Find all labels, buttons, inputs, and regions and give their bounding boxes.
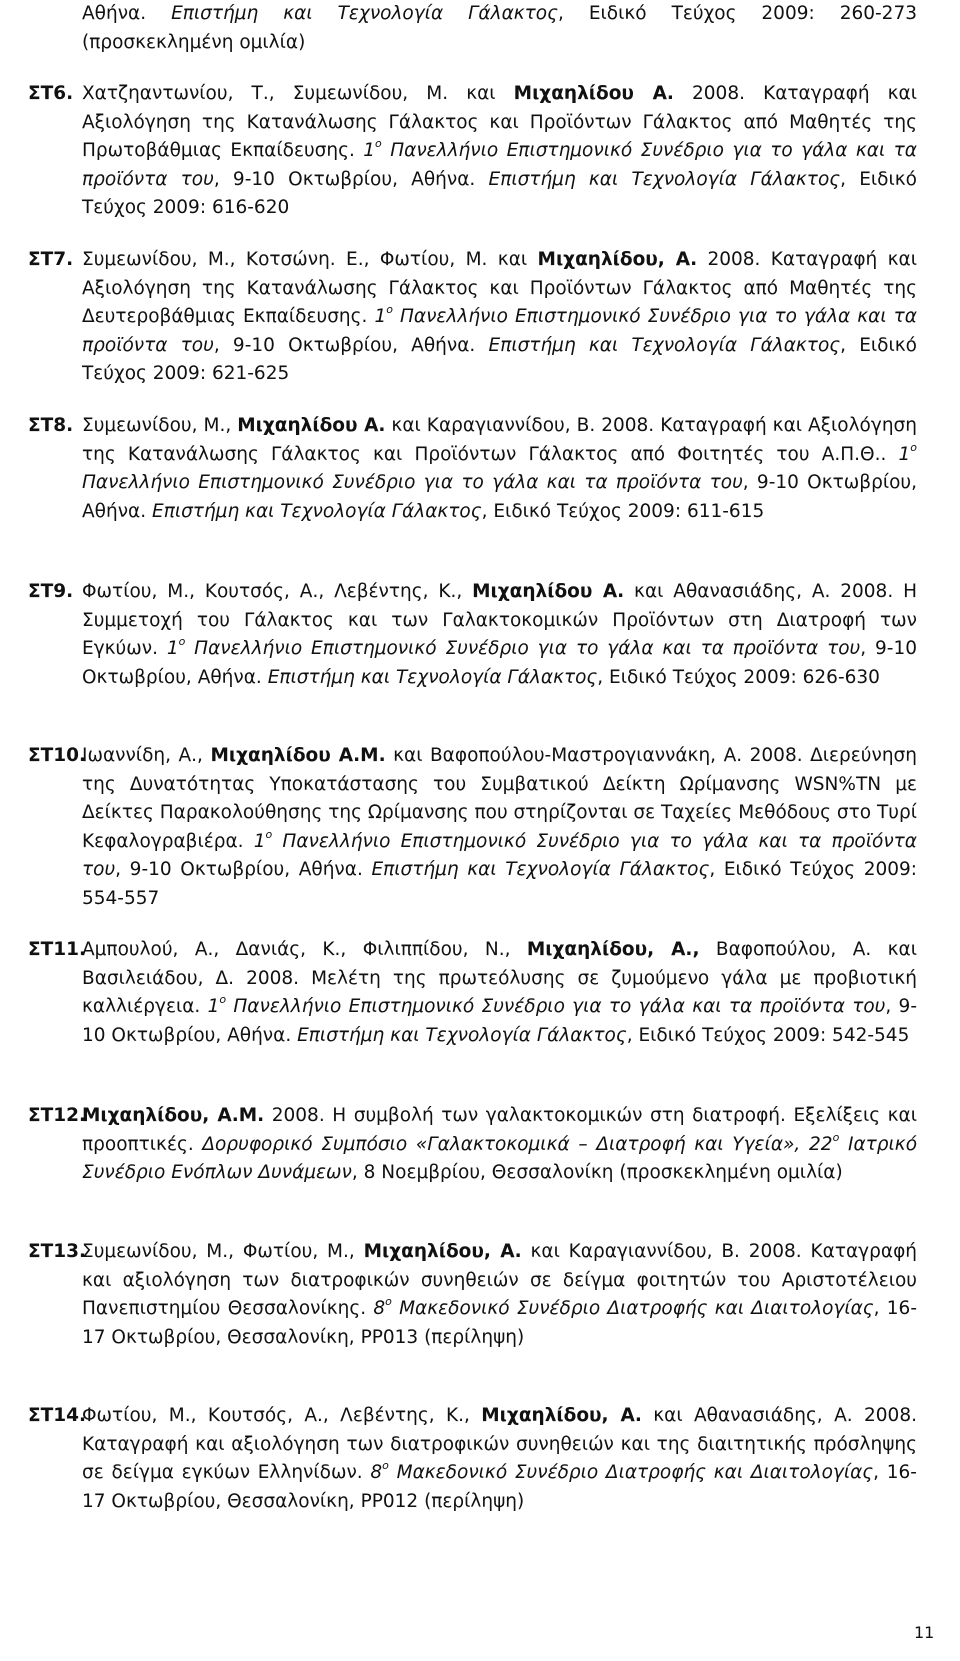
italic-text: Πανελλήνιο Επιστημονικό Συνέδριο για το γάλα και τα προϊόντα του — [82, 140, 917, 190]
italic-text: Πανελλήνιο Επιστημονικό Συνέδριο για το γάλα και τα προϊόντα του — [82, 472, 743, 493]
reference-text — [82, 80, 917, 223]
reference-segment: 2008. Η συμβολή των γαλακτοκομικών στη διατροφή. Εξελίξεις και προοπτικές. — [82, 1105, 917, 1155]
author-highlight: Μιχαηλίδου Α. — [472, 581, 625, 602]
journal-title: Επιστήμη και Τεχνολογία Γάλακτος — [171, 3, 558, 24]
italic-text: Δορυφορικό Συμπόσιο «Γαλακτοκομικά – Διατροφή και Υγεία», 22 — [202, 1133, 833, 1155]
italic-text: Πανελλήνιο Επιστημονικό Συνέδριο για το γάλα και τα προϊόντα του — [226, 996, 886, 1017]
superscript-text: ο — [375, 137, 382, 150]
reference-text — [82, 0, 917, 57]
italic-text: 1 — [374, 306, 387, 327]
reference-segment: Συμεωνίδου, Μ., Κοτσώνη. Ε., Φωτίου, Μ. και — [82, 249, 538, 270]
reference-text — [82, 412, 917, 526]
reference-code: ΣΤ6. — [28, 83, 74, 104]
reference-text — [82, 578, 917, 692]
reference-segment: , Ειδικό Τεύχος 2009: 621-625 — [82, 334, 917, 384]
italic-text: Πανελλήνιο Επιστημονικό Συνέδριο για το γάλα και τα προϊόντα του — [185, 638, 861, 659]
reference-segment: 2008. Καταγραφή και Αξιολόγηση της Κατανάλωσης Γάλακτος και Προϊόντων Γάλακτος από Μαθητές της Πρωτοβάθμιας Εκπαίδευσης. — [82, 83, 917, 161]
superscript-text: ο — [219, 993, 227, 1006]
author-highlight: Μιχαηλίδου, Α. — [363, 1241, 522, 1262]
reference-code: ΣΤ8. — [28, 415, 74, 436]
reference-segment: και Καραγιαννίδου, Β. 2008. Καταγραφή και αξιολόγηση των διατροφικών συνηθειών σε δείγμα φοιτητών του Αριστοτέλειου Πανεπιστημίου Θεσσαλονίκης. — [82, 1241, 917, 1319]
superscript-text: ο — [385, 1295, 392, 1308]
reference-text — [82, 1402, 917, 1516]
reference-code: ΣΤ14. — [28, 1405, 87, 1426]
superscript-text: ο — [832, 1130, 840, 1144]
reference-code: ΣΤ11. — [28, 939, 87, 960]
reference-segment: Βαφοπούλου, Α. και Βασιλειάδου, Δ. 2008. Μελέτη της πρωτεόλυσης σε ζυμούμενο γάλα με προβιοτική καλλιέργεια. — [82, 939, 917, 1017]
reference-segment: και Αθανασιάδης, Α. 2008. Καταγραφή και αξιολόγηση των διατροφικών συνηθειών και της διαιτητικής πρόσληψης σε δείγμα εγκύων Ελληνίδων. — [82, 1405, 917, 1483]
superscript-text: ο — [386, 303, 393, 316]
reference-code: ΣΤ12. — [28, 1105, 87, 1126]
reference-segment: και Βαφοπούλου-Μαστρογιαννάκη, Α. 2008. Διερεύνηση της Δυνατότητας Υποκατάστασης του Συμβατικού Δείκτη Ωρίμανσης WSN%TN με Δείκτες Παρακολούθησης της Ωρίμανσης που στηρίζονται σε Ταχείες Μεθόδους στο Τυρί Κεφαλογραβιέρα. — [82, 745, 917, 852]
reference-segment: , 9-10 Οκτωβρίου, Αθήνα. — [82, 996, 917, 1046]
reference-segment: και Αθανασιάδης, Α. 2008. Η Συμμετοχή του Γάλακτος και των Γαλακτοκομικών Προϊόντων στη Διατροφή των Εγκύων. — [82, 581, 917, 659]
italic-text: Επιστήμη και Τεχνολογία Γάλακτος — [488, 334, 841, 356]
italic-text: 1 — [253, 830, 266, 852]
continuation-suffix: , Ειδικό Τεύχος 2009: 260-273 (προσκεκλημένη ομιλία) — [82, 3, 917, 53]
reference-code: ΣΤ13. — [28, 1241, 87, 1262]
italic-text: 8 — [370, 1462, 383, 1483]
reference-text — [82, 1238, 917, 1352]
italic-text: 1 — [898, 443, 911, 465]
italic-text: 1 — [207, 996, 220, 1017]
reference-segment: 2008. Καταγραφή και Αξιολόγηση της Κατανάλωσης Γάλακτος και Προϊόντων Γάλακτος από Μαθητές της Δευτεροβάθμιας Εκπαίδευσης. — [82, 249, 917, 327]
reference-text — [82, 246, 917, 389]
reference-text — [82, 936, 917, 1050]
italic-text: 8 — [373, 1298, 386, 1319]
superscript-text: ο — [910, 440, 917, 454]
reference-segment: , 16-17 Οκτωβρίου, Θεσσαλονίκη, PP012 (περίληψη) — [82, 1462, 917, 1512]
page-number: 11 — [914, 1623, 935, 1642]
italic-text: Μακεδονικό Συνέδριο Διατροφής και Διαιτολογίας — [388, 1462, 874, 1483]
reference-segment: , 9-10 Οκτωβρίου, Αθήνα. — [82, 638, 917, 688]
italic-text: Επιστήμη και Τεχνολογία Γάλακτος — [371, 859, 710, 880]
reference-segment: Συμεωνίδου, Μ., — [82, 415, 238, 436]
reference-segment: , Ειδικό Τεύχος 2009: 626-630 — [597, 666, 880, 688]
italic-text: Μακεδονικό Συνέδριο Διατροφής και Διαιτολογίας — [391, 1298, 874, 1319]
italic-text: 1 — [363, 140, 376, 161]
reference-segment: Συμεωνίδου, Μ., Φωτίου, Μ., — [82, 1241, 364, 1262]
reference-segment: Αμπουλού, Α., Δανιάς, Κ., Φιλιππίδου, Ν., — [82, 939, 527, 960]
italic-text: Ιατρικό Συνέδριο Ενόπλων Δυνάμεων — [82, 1133, 918, 1183]
reference-segment: , 8 Νοεμβρίου, Θεσσαλονίκη (προσκεκλημένη ομιλία) — [351, 1162, 843, 1183]
author-highlight: Μιχαηλίδου Α. — [513, 83, 674, 104]
reference-segment: , 9-10 Οκτωβρίου, Αθήνα. — [115, 859, 372, 880]
reference-code: ΣΤ10. — [28, 745, 87, 766]
superscript-text: ο — [382, 1459, 389, 1472]
italic-text: Επιστήμη και Τεχνολογία Γάλακτος — [267, 666, 598, 688]
italic-text: Επιστήμη και Τεχνολογία Γάλακτος — [488, 168, 841, 190]
superscript-text: ο — [265, 827, 273, 841]
reference-segment: , Ειδικό Τεύχος 2009: 554-557 — [82, 859, 918, 909]
italic-text: Πανελλήνιο Επιστημονικό Συνέδριο για το γάλα και τα προϊόντα του — [82, 830, 917, 880]
author-highlight: Μιχαηλίδου, Α.Μ. — [82, 1105, 265, 1126]
reference-code: ΣΤ9. — [28, 581, 74, 602]
italic-text: Επιστήμη και Τεχνολογία Γάλακτος — [297, 1024, 627, 1046]
reference-segment: Φωτίου, Μ., Κουτσός, Α., Λεβέντης, Κ., — [82, 1405, 482, 1426]
reference-code: ΣΤ7. — [28, 249, 74, 270]
reference-segment: και Καραγιαννίδου, Β. 2008. Καταγραφή και Αξιολόγηση της Κατανάλωσης Γάλακτος και Προϊόντων Γάλακτος από Φοιτητές του Α.Π.Θ.. — [82, 415, 917, 465]
reference-segment: , Ειδικό Τεύχος 2009: 611-615 — [481, 500, 765, 522]
reference-segment: , Ειδικό Τεύχος 2009: 616-620 — [82, 168, 917, 218]
reference-segment: , 9-10 Οκτωβρίου, Αθήνα. — [82, 472, 917, 522]
reference-segment: , Ειδικό Τεύχος 2009: 542-545 — [626, 1024, 910, 1046]
reference-segment: , 16-17 Οκτωβρίου, Θεσσαλονίκη, PP013 (περίληψη) — [82, 1298, 917, 1348]
reference-segment: Χατζηαντωνίου, Τ., Συμεωνίδου, Μ. και — [82, 83, 514, 104]
reference-text — [82, 742, 917, 913]
italic-text: Πανελλήνιο Επιστημονικό Συνέδριο για το γάλα και τα προϊόντα του — [82, 306, 917, 356]
superscript-text: ο — [178, 635, 186, 648]
reference-segment: , 9-10 Οκτωβρίου, Αθήνα. — [213, 168, 489, 190]
italic-text: 1 — [166, 638, 179, 659]
reference-segment: Φωτίου, Μ., Κουτσός, Α., Λεβέντης, Κ., — [82, 581, 473, 602]
reference-text — [82, 1102, 917, 1188]
author-highlight: Μιχαηλίδου Α. — [237, 415, 386, 436]
author-highlight: Μιχαηλίδου Α.Μ. — [210, 745, 386, 766]
author-highlight: Μιχαηλίδου, Α., — [526, 939, 700, 960]
continuation-prefix: Αθήνα. — [82, 3, 172, 24]
reference-segment: Ιωαννίδη, Α., — [82, 745, 211, 766]
reference-segment: , 9-10 Οκτωβρίου, Αθήνα. — [213, 334, 489, 356]
italic-text: Επιστήμη και Τεχνολογία Γάλακτος — [152, 500, 482, 522]
author-highlight: Μιχαηλίδου, Α. — [481, 1405, 642, 1426]
author-highlight: Μιχαηλίδου, Α. — [537, 249, 698, 270]
